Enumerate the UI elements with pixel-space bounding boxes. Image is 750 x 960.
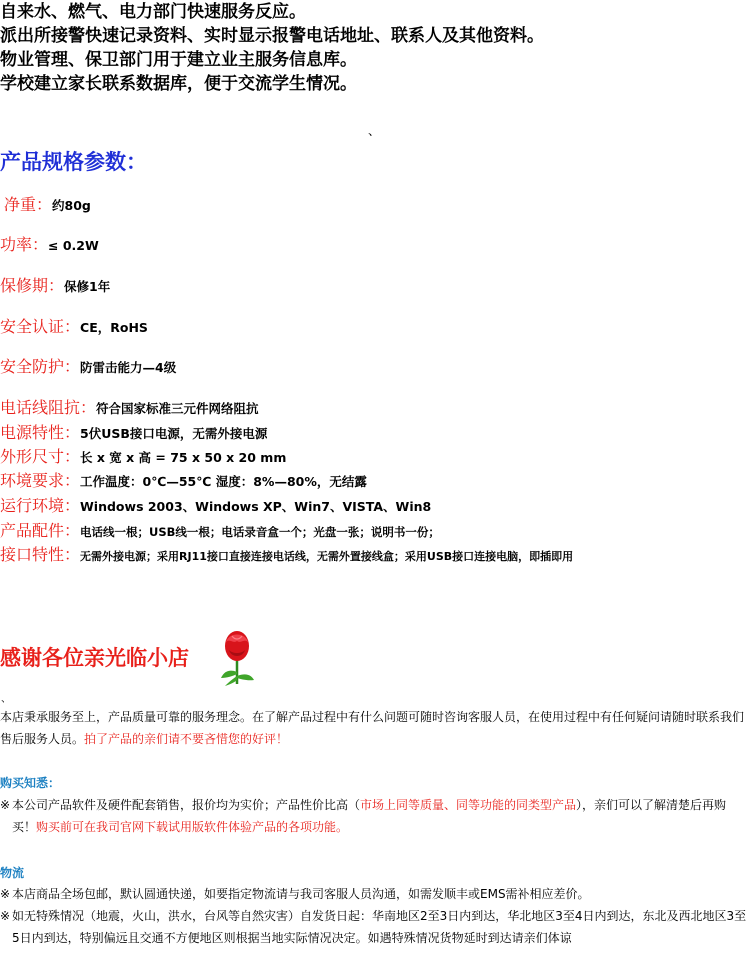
spec-value: 无需外接电源；采用RJ11接口直接连接电话线，无需外置接线盒；采用USB接口连接电脑，即插即用 (80, 550, 574, 563)
spec-row-power-supply (0, 420, 267, 443)
spec-value: ≤ 0.2W (48, 238, 99, 253)
logistics-item (0, 883, 750, 905)
spec-row-protection (0, 354, 176, 377)
reference-mark-icon: ※ (0, 887, 11, 901)
spec-label: 安全防护： (0, 357, 81, 376)
spec-row-warranty (0, 273, 110, 296)
purchase-highlight: 购买前可在我司官网下载试用版软件体验产品的各项功能。 (36, 820, 349, 834)
spec-label: 保修期： (0, 276, 65, 295)
spec-label: 电源特性： (0, 423, 81, 442)
logistics-item (0, 905, 750, 945)
reference-mark-icon: ※ (0, 909, 11, 923)
spec-label: 运行环境： (0, 496, 81, 515)
reference-mark-icon: ※ (0, 798, 11, 812)
purchase-text: 本公司产品软件及硬件配套销售，报价均为实价；产品性价比高（ (12, 798, 361, 812)
spec-row-accessories (0, 518, 440, 541)
spec-label: 电话线阻抗： (0, 398, 97, 417)
spec-label: 产品配件： (0, 521, 81, 540)
spec-row-power (0, 232, 99, 255)
spec-value: 防雷击能力—4级 (80, 360, 177, 375)
spec-row-interface (0, 542, 573, 565)
spec-label: 外形尺寸： (0, 447, 81, 466)
spec-label: 安全认证： (0, 317, 81, 336)
spec-label: 功率： (0, 235, 49, 254)
intro-line: 物业管理、保卫部门用于建立业主服务信息库。 (0, 50, 357, 70)
spec-row-os (0, 493, 431, 516)
stray-mark: 、 (368, 124, 381, 138)
thanks-heading: 感谢各位亲光临小店 (0, 646, 189, 670)
intro-line: 学校建立家长联系数据库，便于交流学生情况。 (0, 74, 357, 94)
service-paragraph (0, 706, 750, 750)
logistics-item-text: 如无特殊情况（地震，火山，洪水，台风等自然灾害）自发货日起：华南地区2至3日内到达，华北地区3至4日内到达，东北及西北地区3至5日内到达，特别偏远且交通不方便地区则根据当地实际情况决定。如遇特殊情况货物延时到达请亲们体谅 (12, 909, 747, 945)
spec-label: 净重： (4, 195, 53, 214)
spec-value: 5伏USB接口电源，无需外接电源 (80, 426, 268, 441)
purchase-text: ），亲们可以了解清楚后再购买！ (12, 798, 727, 834)
spec-row-environment (0, 468, 367, 491)
spec-row-impedance (0, 395, 259, 418)
stray-mark: 、 (1, 694, 11, 705)
intro-block (0, 0, 750, 96)
spec-row-dimensions (0, 444, 286, 467)
service-highlight: 拍了产品的亲们请不要吝惜您的好评！ (84, 732, 289, 746)
spec-row-weight (0, 192, 91, 215)
purchase-title: 购买知悉： (0, 776, 61, 790)
spec-label: 环境要求： (0, 471, 81, 490)
spec-value: 电话线一根；USB线一根；电话录音盒一个；光盘一张；说明书一份； (80, 525, 440, 539)
spec-value: Windows 2003、Windows XP、Win7、VISTA、Win8 (80, 499, 432, 514)
intro-line: 派出所接警快速记录资料、实时显示报警电话地址、联系人及其他资料。 (0, 26, 544, 46)
spec-value: CE，RoHS (80, 320, 148, 335)
logistics-item-text: 本店商品全场包邮，默认圆通快递，如要指定物流请与我司客服人员沟通，如需发顺丰或EMS需补相应差价。 (12, 887, 590, 901)
spec-value: 约80g (52, 198, 91, 213)
spec-value: 保修1年 (64, 279, 111, 294)
purchase-highlight: 市场上同等质量、同等功能的同类型产品 (360, 798, 577, 812)
logistics-title: 物流 (0, 866, 25, 880)
spec-value: 工作温度：0℃—55℃ 湿度：8%—80%，无结露 (80, 474, 367, 489)
spec-title: 产品规格参数： (0, 150, 147, 174)
purchase-item (0, 794, 750, 834)
intro-line: 自来水、燃气、电力部门快速服务反应。 (0, 2, 306, 22)
spec-value: 符合国家标准三元件网络阻抗 (96, 401, 259, 416)
spec-label: 接口特性： (0, 545, 81, 564)
service-text: 本店秉承服务至上，产品质量可靠的服务理念。在了解产品过程中有什么问题可随时咨询客服人员，在使用过程中有任何疑问请随时联系我们售后服务人员。 (0, 710, 745, 746)
spec-row-certification (0, 314, 148, 337)
spec-value: 长 x 宽 x 高 = 75 x 50 x 20 mm (80, 450, 287, 465)
purchase-item-text (12, 794, 750, 838)
rose-icon (217, 628, 257, 686)
